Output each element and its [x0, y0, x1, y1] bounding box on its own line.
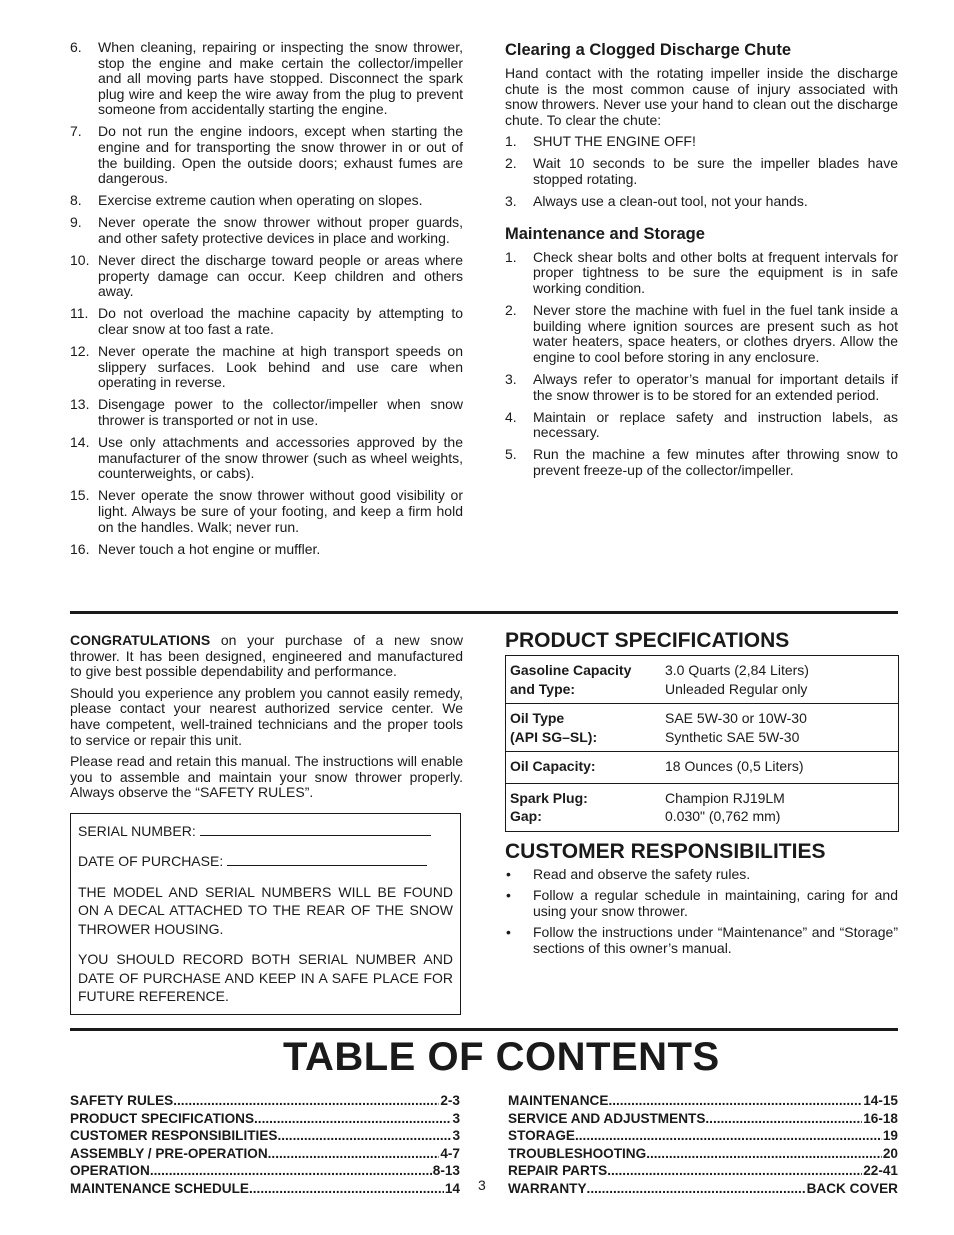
record-note-decal: THE MODEL AND SERIAL NUMBERS WILL BE FOUND ON A DECAL ATTACHED TO THE REAR OF THE SNOW THROWER HOUSING.	[78, 883, 453, 937]
table-of-contents-title: TABLE OF CONTENTS	[283, 1035, 720, 1079]
toc-entry[interactable]: SAFETY RULES ..... 2-3	[70, 1092, 460, 1110]
product-specifications-heading: PRODUCT SPECIFICATIONS	[505, 629, 790, 652]
customer-responsibilities-list	[505, 867, 898, 957]
list-item: 15. Never operate the snow thrower without good visibility or light. Always be sure of your footing, and keep a firm hold on the handles. Walk; never run.	[70, 487, 463, 535]
retain-manual-paragraph: Please read and retain this manual. The instructions will enable you to assemble and maintain your snow thrower properly. Always observe the “SAFETY RULES”.	[70, 753, 463, 801]
list-item: 2. Never store the machine with fuel in the fuel tank inside a building where ignition sources are present such as hot water heaters, space heaters, or clothes dryers. Allow the engine to cool before storing in any enclosure.	[505, 302, 898, 365]
serial-number-blank	[200, 822, 431, 836]
list-item: 6. When cleaning, repairing or inspecting the snow thrower, stop the engine and make certain the collector/impeller and all moving parts have stopped. Disconnect the spark plug wire and keep the wire away from the plug to prevent someone from accidentally starting the engine.	[70, 39, 463, 118]
section-divider	[70, 1028, 898, 1031]
clogged-chute-heading: Clearing a Clogged Discharge Chute	[505, 41, 792, 59]
toc-entry[interactable]: REPAIR PARTS ..... 22-41	[508, 1162, 898, 1180]
toc-entry[interactable]: SERVICE AND ADJUSTMENTS ..... 16-18	[508, 1110, 898, 1128]
page-number: 3	[478, 1177, 486, 1193]
list-item: 5. Run the machine a few minutes after throwing snow to prevent freeze-up of the collector/impeller.	[505, 446, 898, 478]
list-item: 1. SHUT THE ENGINE OFF!	[505, 133, 696, 150]
list-item: • Follow a regular schedule in maintaining, caring for and using your snow thrower.	[505, 888, 898, 919]
list-item: • Follow the instructions under “Maintenance” and “Storage” sections of this owner’s manual.	[505, 925, 898, 956]
toc-entry[interactable]: PRODUCT SPECIFICATIONS ..... 3	[70, 1110, 460, 1128]
record-box	[70, 813, 461, 1015]
list-item: 4. Maintain or replace safety and instruction labels, as necessary.	[505, 408, 898, 441]
list-item: 9. Never operate the snow thrower without proper guards, and other safety protective devices in place and working.	[70, 214, 463, 247]
list-item: 7. Do not run the engine indoors, except when starting the engine and for transporting the snow thrower in or out of the building. Open the outside doors; exhaust fumes are dangerous.	[70, 123, 463, 187]
table-row: Oil Type (API SG–SL): SAE 5W-30 or 10W-30 Synthetic SAE 5W-30	[506, 704, 898, 752]
section-divider	[70, 611, 898, 614]
clogged-chute-steps	[505, 134, 898, 209]
list-item: 11. Do not overload the machine capacity by attempting to clear snow at too fast a rate.	[70, 305, 463, 337]
toc-entry[interactable]: MAINTENANCE SCHEDULE ..... 14	[70, 1180, 460, 1198]
list-item: 13. Disengage power to the collector/impeller when snow thrower is transported or not in use.	[70, 396, 463, 428]
list-item: 14. Use only attachments and accessories approved by the manufacturer of the snow thrower (such as wheel weights, counterweights, or cabs).	[70, 434, 463, 482]
toc-right-column	[508, 1092, 898, 1197]
serial-number-line: SERIAL NUMBER:	[78, 822, 453, 841]
list-item: 12. Never operate the machine at high transport speeds on slippery surfaces. Look behind and use care when operating in reverse.	[70, 343, 463, 391]
safety-rules-list	[70, 40, 463, 557]
maintenance-storage-steps	[505, 250, 898, 479]
clogged-chute-intro: Hand contact with the rotating impeller inside the discharge chute is the most common cause of injury associated with snow throwers. Never use your hand to clean out the discharge chute. To clear the chute:	[505, 65, 898, 128]
toc-entry[interactable]: ASSEMBLY / PRE-OPERATION ..... 4-7	[70, 1145, 460, 1163]
list-item: 8. Exercise extreme caution when operating on slopes.	[70, 192, 423, 209]
list-item: 16. Never touch a hot engine or muffler.	[70, 540, 321, 557]
list-item: 3. Always refer to operator’s manual for important details if the snow thrower is to be stored for an extended period.	[505, 370, 898, 403]
table-row: Spark Plug: Gap: Champion RJ19LM 0.030" (0,762 mm)	[510, 789, 785, 824]
toc-entry[interactable]: MAINTENANCE ..... 14-15	[508, 1092, 898, 1110]
safety-rules-list-section	[70, 40, 463, 564]
congratulations-paragraph: CONGRATULATIONS on your purchase of a new snow thrower. It has been designed, engineered and manufactured to give best possible dependability and performance.	[70, 632, 463, 680]
spec-table	[505, 655, 899, 832]
product-specifications-section	[505, 628, 898, 962]
congratulations-section	[70, 633, 463, 1015]
list-item: 1. Check shear bolts and other bolts at frequent intervals for proper tightness to be sure the equipment is in safe working condition.	[505, 248, 898, 296]
toc-entry[interactable]: TROUBLESHOOTING ..... 20	[508, 1145, 898, 1163]
customer-responsibilities-heading: CUSTOMER RESPONSIBILITIES	[505, 839, 826, 863]
service-paragraph: Should you experience any problem you cannot easily remedy, please contact your nearest authorized service center. We have competent, well-trained technicians and the proper tools to service or repair this unit.	[70, 684, 463, 748]
purchase-date-line: DATE OF PURCHASE:	[78, 852, 453, 871]
toc-entry[interactable]: OPERATION ..... 8-13	[70, 1162, 460, 1180]
list-item: 2. Wait 10 seconds to be sure the impeller blades have stopped rotating.	[505, 155, 898, 188]
maintenance-storage-heading: Maintenance and Storage	[505, 224, 705, 243]
list-item: 10. Never direct the discharge toward people or areas where property damage can occur. Keep children and others away.	[70, 252, 463, 300]
table-row: Gasoline Capacity and Type: 3.0 Quarts (2,84 Liters) Unleaded Regular only	[506, 656, 898, 704]
purchase-date-blank	[227, 852, 427, 866]
toc-entry[interactable]: WARRANTY ..... BACK COVER	[508, 1180, 898, 1198]
toc-entry[interactable]: STORAGE ..... 19	[508, 1127, 898, 1145]
table-row: Oil Capacity: 18 Ounces (0,5 Liters)	[506, 752, 898, 784]
toc-entry[interactable]: CUSTOMER RESPONSIBILITIES ..... 3	[70, 1127, 460, 1145]
list-item: 3. Always use a clean-out tool, not your hands.	[505, 193, 808, 210]
record-note-keep: YOU SHOULD RECORD BOTH SERIAL NUMBER AND DATE OF PURCHASE AND KEEP IN A SAFE PLACE FOR FUTURE REFERENCE.	[78, 951, 453, 1005]
list-item: • Read and observe the safety rules.	[505, 867, 898, 883]
clogged-chute-section	[505, 40, 898, 485]
toc-left-column	[70, 1092, 460, 1197]
